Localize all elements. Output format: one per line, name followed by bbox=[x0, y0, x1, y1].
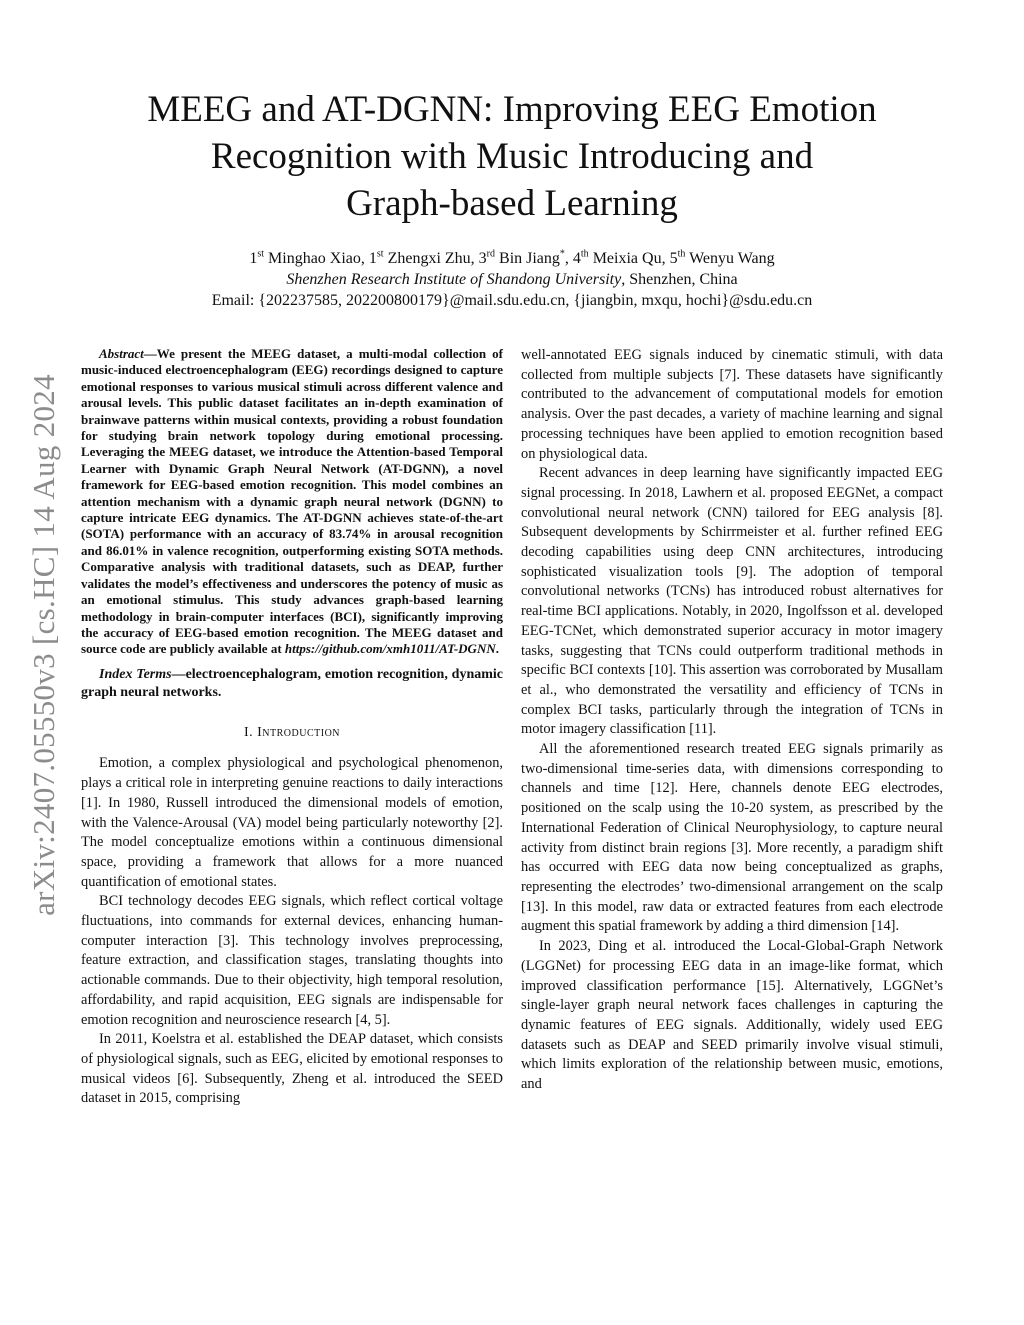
abstract: Abstract—We present the MEEG dataset, a multi-modal collection of music-induced electroencephalogram (EEG) recordings designed to capture emotional responses to various musical stimuli across different valence and arousal levels. This public dataset facilitates an in-depth examination of brainwave patterns within musical contexts, providing a robust foundation for studying brain network topology during emotional processing. Leveraging the MEEG dataset, we introduce the Attention-based Temporal Learner with Dynamic Graph Neural Network (AT-DGNN), a novel framework for EEG-based emotion recognition. This model combines an attention mechanism with a dynamic graph neural network (DGNN) to capture intricate EEG dynamics. The AT-DGNN achieves state-of-the-art (SOTA) performance with an accuracy of 83.74% in arousal recognition and 86.01% in valence recognition, outperforming existing SOTA methods. Comparative analysis with traditional datasets, such as DEAP, further validates the model’s effectiveness and underscores the potency of music as an emotional stimulus. This study advances graph-based learning methodology in brain-computer interfaces (BCI), significantly improving the accuracy of EEG-based emotion recognition. The MEEG dataset and source code are publicly available at https://github.com/xmh1011/AT-DGNN. bbox=[81, 346, 503, 657]
title-line: MEEG and AT-DGNN: Improving EEG Emotion bbox=[147, 89, 877, 130]
affiliation-institute: Shenzhen Research Institute of Shandong University bbox=[286, 271, 622, 288]
author-email: Email: {202237585, 202200800179}@mail.sdu.edu.cn, {jiangbin, mxqu, hochi}@sdu.edu.cn bbox=[211, 292, 813, 309]
index-terms-label: Index Terms bbox=[99, 666, 172, 682]
author: 4th Meixia Qu, bbox=[572, 248, 670, 267]
paper-title bbox=[90, 86, 934, 227]
body-paragraph: Recent advances in deep learning have significantly impacted EEG signal processing. In 2018, Lawhern et al. proposed EEGNet, a compact convolutional neural network (CNN) tailored for EEG analysis [8]. Subsequent developments by Schirrmeister et al. further refined EEG decoding capabilities using deep CNN architectures, introducing sophisticated visualization tools [9]. The adoption of temporal convolutional networks (TCNs) has introduced robust alternatives for real-time BCI applications. Notably, in 2020, Ingolfsson et al. developed EEG-TCNet, which demonstrated superior accuracy in motor imagery tasks, suggesting that TCNs could outperform traditional methods in specific BCI contexts [10]. This assertion was corroborated by Musallam et al., who demonstrated the versatility and efficiency of TCNs in complex BCI tasks, particularly through the integration of TCNs in motor imagery classification [11]. bbox=[521, 465, 943, 738]
author: 5th Wenyu Wang bbox=[669, 248, 775, 267]
body-paragraph: In 2023, Ding et al. introduced the Local-Global-Graph Network (LGGNet) for processing EEG data in an image-like format, which improved classification performance [15]. Alternatively, LGGNet’s single-layer graph neural network faces challenges in capturing the dynamic features of EEG signals. Additionally, widely used EEG datasets such as DEAP and SEED primarily involve visual stimuli, which limits exploration of the relationship between music, emotions, and bbox=[521, 938, 943, 1093]
author-list bbox=[90, 248, 934, 269]
right-column bbox=[521, 346, 943, 1095]
left-column bbox=[81, 346, 503, 1109]
title-line: Recognition with Music Introducing and bbox=[210, 136, 814, 177]
abstract-body: —We present the MEEG dataset, a multi-modal collection of music-induced electroencephalogram (EEG) recordings designed to capture emotional responses to various musical stimuli across different valence and arousal levels. This public dataset facilitates an in-depth examination of brainwave patterns within musical contexts, providing a robust foundation for studying brain network topology during emotional processing. Leveraging the MEEG dataset, we introduce the Attention-based Temporal Learner with Dynamic Graph Neural Network (AT-DGNN), a novel framework for EEG-based emotion recognition. This model combines an attention mechanism with a dynamic graph neural network (DGNN) to capture intricate EEG dynamics. The AT-DGNN achieves state-of-the-art (SOTA) performance with an accuracy of 83.74% in arousal recognition and 86.01% in valence recognition, outperforming existing SOTA methods. Comparative analysis with traditional datasets, such as DEAP, further validates the model’s effectiveness and underscores the potency of music as an emotional stimulus. This study advances graph-based learning methodology in brain-computer interfaces (BCI), significantly improving the accuracy of EEG-based emotion recognition. The MEEG dataset and source code are publicly available at bbox=[81, 346, 503, 657]
body-paragraph: Emotion, a complex physiological and psychological phenomenon, plays a critical role in interpreting genuine reactions to daily interactions [1]. In 1980, Russell introduced the dimensional models of emotion, with the Valence-Arousal (VA) model being particularly noteworthy [2]. The model conceptualize emotions within a continuous dimensional space, providing a framework that allows for a more nuanced quantification of emotional states. bbox=[81, 755, 503, 890]
body-paragraph: BCI technology decodes EEG signals, which reflect cortical voltage fluctuations, into commands for external devices, enhancing human-computer interaction [3]. This technology involves preprocessing, feature extraction, and classification stages, translating thoughts into actionable commands. Due to their objectivity, high temporal resolution, affordability, and rapid acquisition, EEG signals are indispensable for emotion recognition and neuroscience research [4, 5]. bbox=[81, 893, 503, 1028]
affiliation bbox=[90, 269, 934, 290]
author: 1st Zhengxi Zhu, bbox=[368, 248, 479, 267]
affiliation-location: , Shenzhen, China bbox=[621, 271, 738, 288]
body-paragraph-continued: well-annotated EEG signals induced by cinematic stimuli, with data collected from multiple subjects [7]. These datasets have significantly contributed to the advancement of computational models for emotion analysis. Over the past decades, a variety of machine learning and signal processing techniques have been applied to emotion recognition based on physiological data. bbox=[521, 347, 943, 462]
arxiv-identifier-stamp bbox=[18, 345, 70, 945]
section-heading-introduction: I. Introduction bbox=[243, 724, 341, 740]
body-paragraph: In 2011, Koelstra et al. established the DEAP dataset, which consists of physiological signals, such as EEG, elicited by emotional responses to musical videos [6]. Subsequently, Zheng et al. introduced the SEED dataset in 2015, comprising bbox=[81, 1031, 503, 1107]
title-line: Graph-based Learning bbox=[346, 183, 678, 224]
author: 1st Minghao Xiao, bbox=[249, 248, 369, 267]
code-link[interactable]: https://github.com/xmh1011/AT-DGNN bbox=[284, 641, 496, 657]
index-terms bbox=[81, 666, 503, 703]
author: 3rd Bin Jiang*, bbox=[478, 248, 573, 267]
abstract-label: Abstract bbox=[99, 346, 144, 361]
index-terms-body: —electroencephalogram, emotion recognition, dynamic graph neural networks. bbox=[81, 666, 504, 701]
author-block bbox=[90, 248, 934, 311]
body-paragraph: All the aforementioned research treated EEG signals primarily as two-dimensional time-series data, with dimensions corresponding to channels and time [12]. Here, channels denote EEG electrodes, positioned on the scalp using the 10-20 system, as prescribed by the International Federation of Clinical Neurophysiology, to capture neural activity from distinct brain regions [3]. More recently, a paradigm shift has occurred with EEG data now being conceptualized as graphs, representing the electrodes’ two-dimensional arrangement on the scalp [13]. In this model, raw data or extracted features from each electrode augment this spatial framework by adding a third dimension [14]. bbox=[521, 741, 943, 935]
arxiv-identifier-text: arXiv:2407.05550v3 [cs.HC] 14 Aug 2024 bbox=[26, 374, 61, 916]
